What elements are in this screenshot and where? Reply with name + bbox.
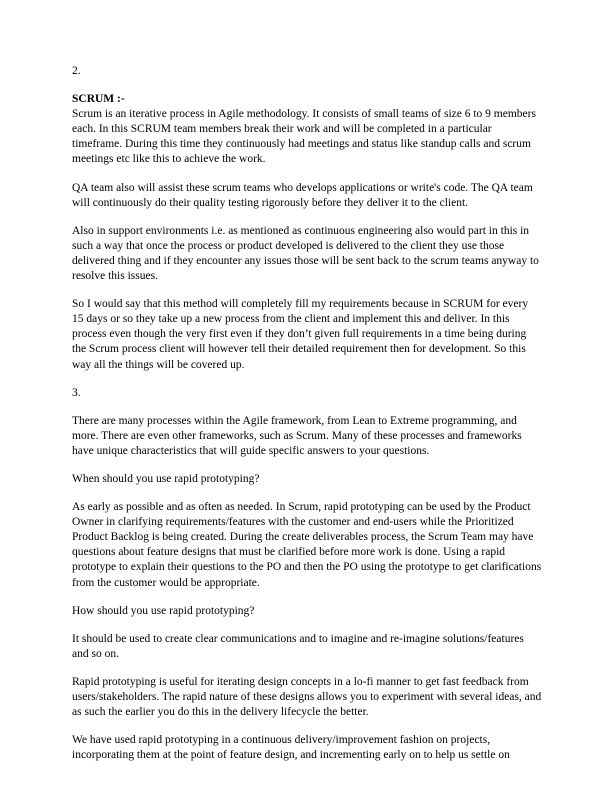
question-how: How should you use rapid prototyping? (72, 604, 255, 617)
question-when: When should you use rapid prototyping? (72, 472, 260, 485)
agile-paragraph: There are many processes within the Agile framework, from Lean to Extreme programming, and more. There are even other frameworks, such as Scrum. Many of these processes and frameworks have unique characteristics that will guide specific answers to your questions. (72, 414, 522, 457)
prototyping-paragraph: Rapid prototyping is useful for iterating design concepts in a lo-fi manner to get fast feedback from users/stakeholders. The rapid nature of these designs allows you to experiment with several ideas, and as such the earlier you do this in the delivery lifecycle the better. (72, 675, 542, 719)
answer-when: As early as possible and as often as needed. In Scrum, rapid prototyping can be used by the Product Owner in clarifying requirements/features with the customer and end-users while the Prioritized Product Backlog is being created. During the create deliverables process, the Scrum Team may have questions about feature designs that must be clarified before more work is done. Using a rapid prototype to explain their questions to the PO and then the PO using the prototype to get clarifications from the customer would be appropriate. (72, 501, 542, 589)
scrum-paragraph-3: Also in support environments i.e. as mentioned as continuous engineering also would part in this in such a way that once the process or product developed is delivered to the client they use those delivered thing and if they encounter any issues those will be sent back to the scrum teams anyway to resolve this issues. (72, 224, 539, 283)
section-2-number: 2. (72, 65, 81, 77)
section-3-number: 3. (72, 386, 81, 399)
scrum-section (72, 92, 542, 167)
scrum-paragraph-1: Scrum is an iterative process in Agile methodology. It consists of small teams of size 6 to 9 members each. In this SCRUM team members break their work and will be completed in a particular timeframe. During this time they continuously had meetings and status like standup calls and scrum meetings etc like this to achieve the work. (72, 108, 536, 166)
experience-paragraph: We have used rapid prototyping in a continuous delivery/improvement fashion on projects, incorporating them at the point of feature design, and incrementing early on to help us settle on (72, 734, 510, 762)
answer-how: It should be used to create clear communications and to imagine and re-imagine solutions/features and so on. (72, 632, 524, 660)
document-page (72, 64, 542, 776)
scrum-paragraph-4: So I would say that this method will completely fill my requirements because in SCRUM for every 15 days or so they take up a new process from the client and implement this and deliver. In this process even though the very first even if they don’t given full requirements in a time being during the Scrum process client will however tell their detailed requirement then for development. So this way all the things will be covered up. (72, 298, 529, 371)
scrum-heading: SCRUM :- (72, 93, 125, 106)
scrum-paragraph-2: QA team also will assist these scrum teams who develops applications or write's code. The QA team will continuously do their quality testing rigorously before they deliver it to the client. (72, 181, 533, 209)
